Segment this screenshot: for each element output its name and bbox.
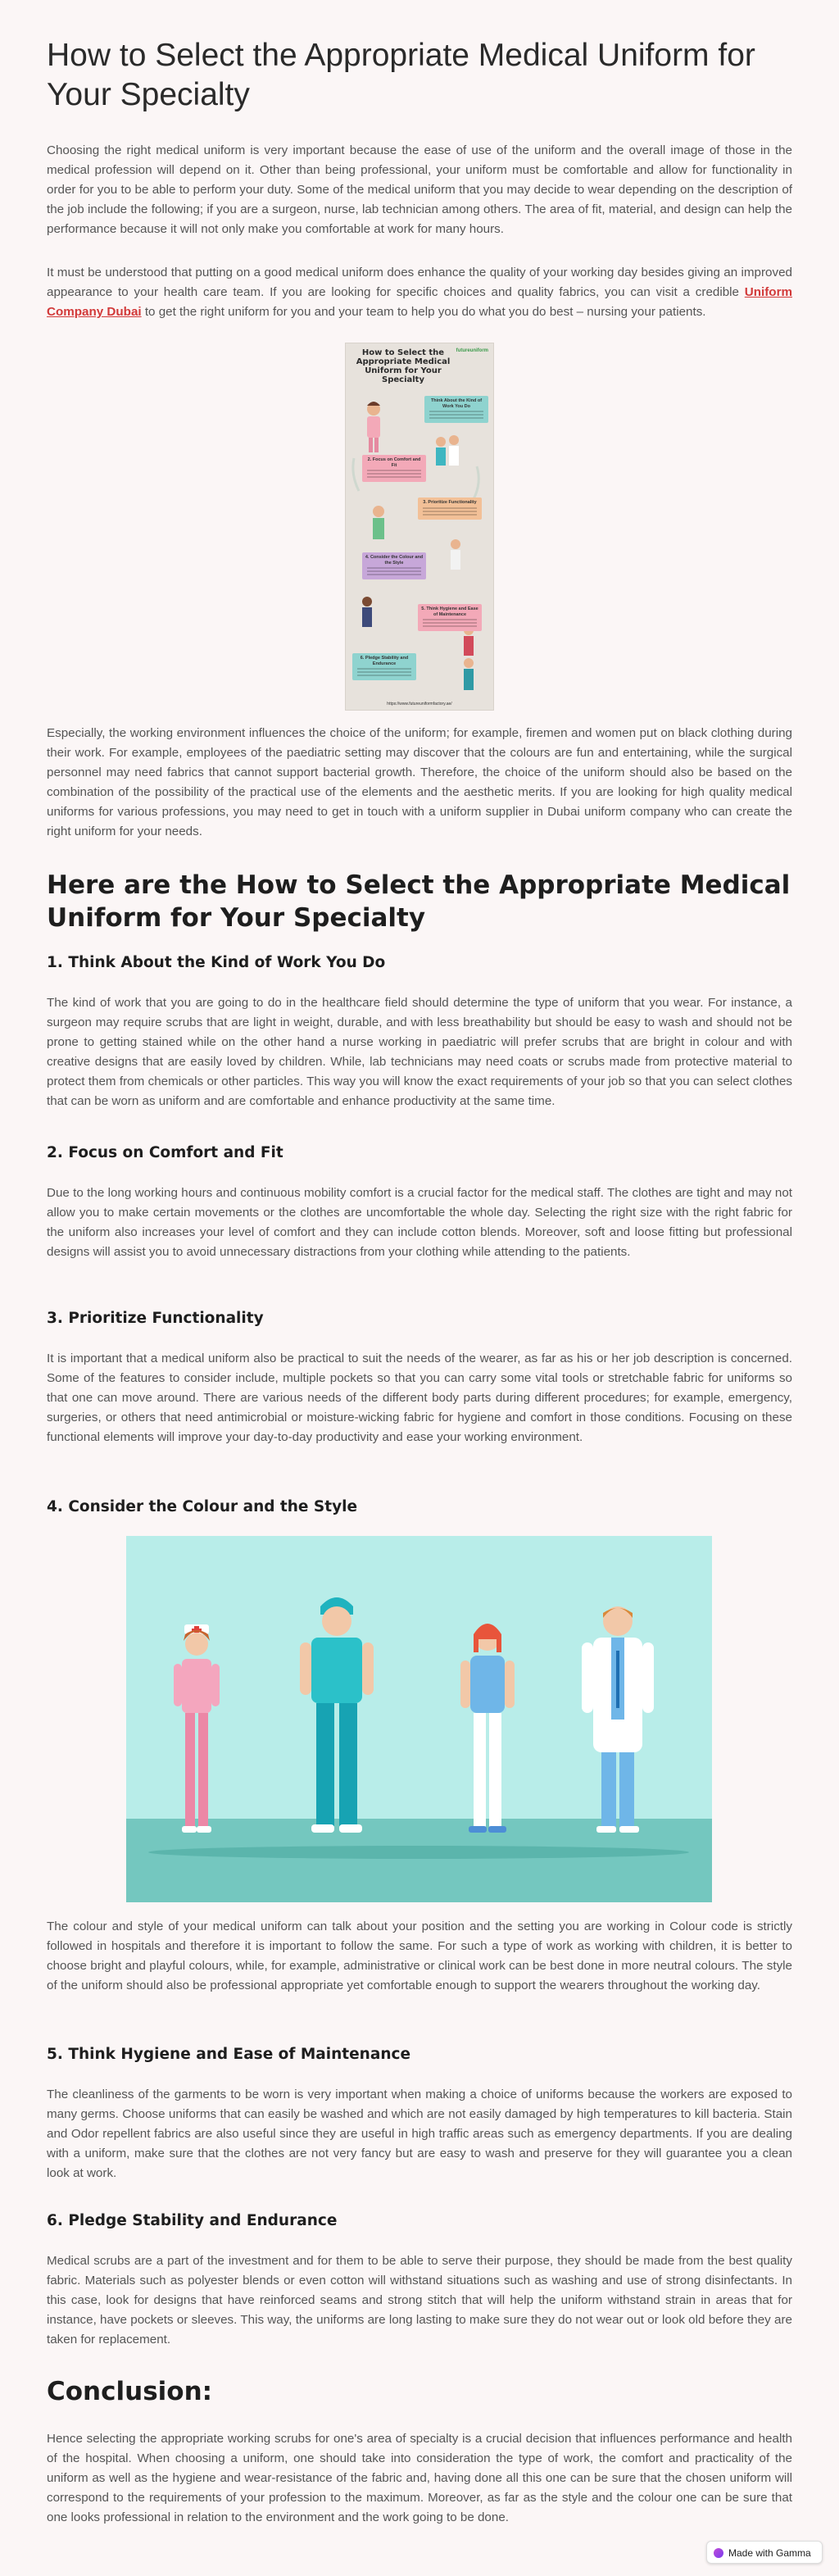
conclusion-title: Conclusion: — [47, 2377, 213, 2406]
made-with-gamma-badge[interactable] — [706, 2541, 823, 2564]
infographic-card-4-label: 4. Consider the Colour and the Style — [365, 555, 424, 566]
infographic-card-5 — [418, 604, 482, 631]
section-1-body: The kind of work that you are going to do in the healthcare field should determine the type of uniform that you wear. For instance, a surgeon may require scrubs that are light in weight, durable, and with less breathability but should be easy to wash and should not be prone to getting stained while on the other hand a nurse working in paediatric will prefer scrubs that are bright in colour and with creative designs that are easily loved by children. While, lab technicians may need coats or scrubs made from protective material to protect them from chemicals or other particles. This way you will know the exact requirements of your job so that you can select clothes that can be worn as uniform and are comfortable and enhance productivity at the same time. — [47, 996, 792, 1108]
infographic-url: https://www.futureuniformfactory.ae/ — [387, 702, 452, 706]
section-5-body: The cleanliness of the garments to be worn is very important when making a choice of uniforms because the workers are exposed to many germs. Choose uniforms that can easily be washed and which are not easily damaged by high temperatures to kill bacteria. Stain and Odor repellent fabrics are also useful since they are useful in high traffic areas such as emergency departments. If you are dealing with a uniform, make sure that the clothes are not very fancy but are easy to wash and preserve for they will guarantee you a clean look at work. — [47, 2088, 792, 2180]
section-4-body: The colour and style of your medical uniform can talk about your position and the setting you are working in Colour code is strictly followed in hospitals and therefore it is important to follow the same. For such a type of work as working with children, it is better to choose bright and playful colours, while, for example, administrative or clinical work can be best done in more neutral colours. The style of the uniform should also be professional appropriate yet comfortable enough to support the wearers throughout the working day. — [47, 1920, 792, 1992]
infographic-card-6-label: 6. Pledge Stability and Endurance — [360, 656, 409, 666]
infographic-card-3-label: 3. Prioritize Functionality — [423, 500, 477, 505]
gamma-logo-icon — [714, 2548, 723, 2558]
conclusion-body: Hence selecting the appropriate working scrubs for one's area of specialty is a crucial decision that influences performance and health of the hospital. When choosing a uniform, one should take into consideration the type of work, the comfort and practicality of the uniform as well as the hygiene and wear-resistance of the fabric and, having done all this one can be sure that the chosen uniform will correspond to the requirements of your profession to the maximum. Moreover, as far as the style and the colour one can be sure that one looks professional in relation to the environment and the work going to be done. — [47, 2432, 792, 2524]
section-3-title: 3. Prioritize Functionality — [47, 1310, 264, 1327]
section-1-title: 1. Think About the Kind of Work You Do — [47, 954, 386, 971]
medical-staff-illustration — [126, 1536, 712, 1902]
infographic-card-1-label: Think About the Kind of Work You Do — [430, 398, 483, 409]
intro-paragraph-1: Choosing the right medical uniform is very important because the ease of use of the uniform and the overall image of those in the medical profession will depend on it. Other than being professional, your uniform must be comfortable and allow for functionality in order for you to be able to perform your duty. Some of the medical uniform that you may decide to wear depending on the description of the job include the following; if you are a surgeon, nurse, lab technician among others. The area of fit, material, and design can help the performance because it will not only make you comfortable at work for many hours. — [47, 143, 792, 236]
badge-label: Made with Gamma — [728, 2547, 811, 2559]
section-heading: Here are the How to Select the Appropriate Medical Uniform for Your Specialty — [47, 870, 791, 933]
uniform-company-link[interactable]: Uniform Company Dubai — [47, 285, 792, 319]
infographic-card-2-label: 2. Focus on Comfort and Fit — [367, 457, 421, 468]
section-6-title: 6. Pledge Stability and Endurance — [47, 2212, 338, 2229]
infographic-logo: futureuniform — [456, 348, 488, 353]
page-title: How to Select the Appropriate Medical Uniform for Your Specialty — [47, 38, 755, 112]
intro-p2-text-after: to get the right uniform for you and your team to help you do what you do best – nursing your patients. — [141, 305, 706, 319]
infographic-card-4 — [362, 552, 426, 579]
section-5-title: 5. Think Hygiene and Ease of Maintenance — [47, 2046, 411, 2063]
section-6-body: Medical scrubs are a part of the investment and for them to be able to serve their purpose, they should be made from the best quality fabric. Materials such as polyester blends or even cotton will withstand situations such as washing and use of strong disinfectants. In this case, look for designs that have reinforced seams and strong stitch that will help the uniform withstand strain in areas that for instance, have pockets or sleeves. This way, the uniforms are long lasting to make sure they do not wear out or look old before they are taken for replacement. — [47, 2254, 792, 2347]
intro-paragraph-3: Especially, the working environment influences the choice of the uniform; for example, firemen and women put on black clothing during their work. For example, employees of the paediatric setting may discover that the colours are fun and entertaining, while the surgical personnel may need fabrics that cannot support bacterial growth. Therefore, the choice of the uniform should also be based on the combination of the possibility of the practical use of the elements and the aesthetic merits. If you are looking for high quality medical uniforms for various professions, you may need to get in touch with a uniform supplier in Dubai uniform company who can create the right uniform for your needs. — [47, 726, 792, 838]
infographic-card-1 — [424, 396, 488, 423]
infographic-card-5-label: 5. Think Hygiene and Ease of Maintenance — [421, 607, 478, 617]
section-3-body: It is important that a medical uniform also be practical to suit the needs of the wearer, as far as his or her job description is concerned. Some of the features to consider include, multiple pockets so that you can carry some vital tools or stretchable fabric for uniforms so that one can move around. There are various needs of the different body parts during different procedures; for example, emergency, surgeries, or others that need antimicrobial or moisture-wicking fabric for hygiene and comfort in those conditions. Focusing on these functional elements will improve your day-to-day productivity and ease your working environment. — [47, 1352, 792, 1444]
intro-p2-text-before: It must be understood that putting on a good medical uniform does enhance the quality of your working day besides giving an improved appearance to your health care team. If you are looking for specific choices and quality fabrics, you can visit a credible — [47, 266, 792, 299]
infographic-card-6 — [352, 653, 416, 680]
intro-paragraph-2 — [47, 263, 792, 322]
infographic-card-2 — [362, 455, 426, 482]
section-2-body: Due to the long working hours and continuous mobility comfort is a crucial factor for the medical staff. The clothes are tight and may not allow you to make certain movements or the clothes are uncomfortable the whole day. Selecting the right size with the right fabric for the uniform also increases your level of comfort and they can include cotton blends. Moreover, soft and loose fitting but professional designs will assist you to avoid unnecessary distractions from your clothing while attending to the patients. — [47, 1186, 792, 1259]
infographic-card-3 — [418, 497, 482, 520]
section-4-title: 4. Consider the Colour and the Style — [47, 1498, 358, 1515]
section-2-title: 2. Focus on Comfort and Fit — [47, 1144, 283, 1161]
infographic-image — [345, 343, 494, 711]
infographic-title: How to Select the Appropriate Medical Uniform for Your Specialty — [356, 348, 451, 384]
